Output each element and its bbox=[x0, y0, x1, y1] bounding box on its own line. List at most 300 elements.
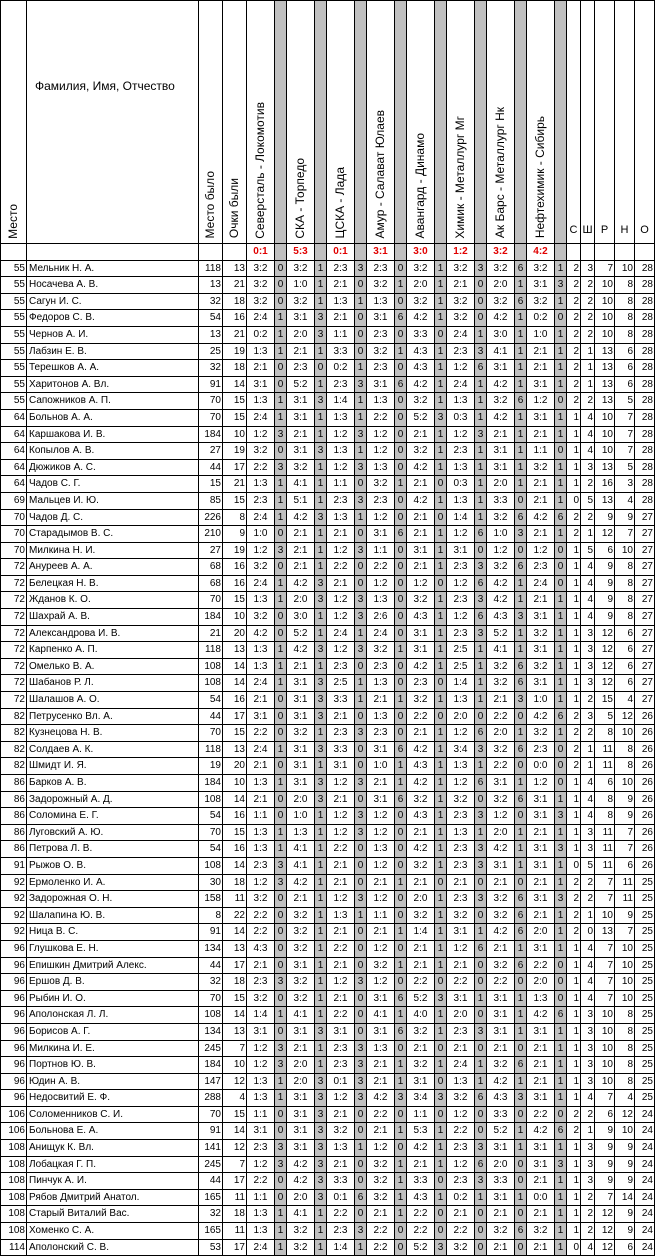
table-cell: 2:0 bbox=[447, 708, 475, 725]
table-cell: 1:3 bbox=[247, 642, 275, 659]
table-cell: 1 bbox=[435, 775, 447, 792]
table-cell: 8 bbox=[615, 1023, 635, 1040]
table-cell: 9 bbox=[595, 1123, 615, 1140]
table-row bbox=[1, 1140, 655, 1157]
table-cell: 3:2 bbox=[527, 260, 555, 277]
table-cell: 3:3 bbox=[487, 1106, 515, 1123]
table-cell: 10 bbox=[595, 907, 615, 924]
table-cell: 1 bbox=[355, 409, 367, 426]
table-cell: 1 bbox=[555, 526, 567, 543]
table-cell: 72 bbox=[1, 675, 27, 692]
table-cell: 1 bbox=[555, 1223, 567, 1240]
table-cell: 3:1 bbox=[447, 990, 475, 1007]
table-cell: 0 bbox=[395, 1140, 407, 1157]
table-cell: 2:2 bbox=[527, 1106, 555, 1123]
table-cell: 2:1 bbox=[527, 874, 555, 891]
table-cell: 1 bbox=[567, 1040, 581, 1057]
table-cell: 3 bbox=[355, 492, 367, 509]
table-cell: 2:2 bbox=[247, 924, 275, 941]
table-cell: 1 bbox=[275, 675, 287, 692]
table-cell: 15 bbox=[595, 692, 615, 709]
table-cell: 2:2 bbox=[247, 907, 275, 924]
table-cell: 1:2 bbox=[367, 974, 395, 991]
table-cell: 1 bbox=[435, 957, 447, 974]
table-cell: 3 bbox=[315, 791, 327, 808]
header-gap bbox=[555, 1, 567, 244]
table-cell: 3 bbox=[581, 675, 595, 692]
table-cell: 0 bbox=[475, 708, 487, 725]
table-cell: 26 bbox=[635, 808, 655, 825]
table-cell: 1:3 bbox=[327, 293, 355, 310]
result-7: 3:2 bbox=[487, 244, 515, 261]
table-row bbox=[1, 874, 655, 891]
table-cell: 2:0 bbox=[287, 326, 315, 343]
table-cell: 3:2 bbox=[247, 609, 275, 626]
table-cell: 165 bbox=[199, 1223, 223, 1240]
table-cell: 4:0 bbox=[407, 1007, 435, 1024]
table-cell: 96 bbox=[1, 1007, 27, 1024]
table-cell: 70 bbox=[199, 1106, 223, 1123]
table-row bbox=[1, 260, 655, 277]
table-cell: 2 bbox=[581, 725, 595, 742]
table-cell: 1:2 bbox=[367, 1140, 395, 1157]
table-cell: 0 bbox=[275, 907, 287, 924]
table-cell: 245 bbox=[199, 1040, 223, 1057]
header-name: Фамилия, Имя, Отчество bbox=[27, 1, 199, 244]
table-row bbox=[1, 492, 655, 509]
table-cell: 2:0 bbox=[407, 277, 435, 294]
table-cell: 2:4 bbox=[327, 625, 355, 642]
table-cell: 1 bbox=[555, 1040, 567, 1057]
header-gap bbox=[275, 1, 287, 244]
table-cell: 3:1 bbox=[487, 1007, 515, 1024]
table-cell: 3:1 bbox=[247, 708, 275, 725]
table-cell: 6 bbox=[515, 393, 527, 410]
table-cell: 4 bbox=[581, 592, 595, 609]
table-cell: 1:2 bbox=[527, 775, 555, 792]
table-cell: 0 bbox=[355, 741, 367, 758]
table-cell: 3:2 bbox=[407, 692, 435, 709]
table-cell: 55 bbox=[1, 277, 27, 294]
table-cell: 3:1 bbox=[287, 409, 315, 426]
table-cell: 7 bbox=[615, 841, 635, 858]
table-cell: 6 bbox=[595, 1106, 615, 1123]
table-cell: 1 bbox=[567, 1156, 581, 1173]
table-cell: 0 bbox=[435, 476, 447, 493]
table-cell: 2 bbox=[567, 1106, 581, 1123]
table-cell: 2 bbox=[567, 526, 581, 543]
table-cell: 6 bbox=[395, 1023, 407, 1040]
table-cell: 1 bbox=[315, 1057, 327, 1074]
table-cell: 1 bbox=[395, 692, 407, 709]
table-cell: 1 bbox=[555, 609, 567, 626]
table-cell: 1 bbox=[275, 741, 287, 758]
table-cell: 3:1 bbox=[407, 625, 435, 642]
table-cell: 92 bbox=[1, 874, 27, 891]
table-cell: 1:3 bbox=[447, 1073, 475, 1090]
table-cell: 28 bbox=[635, 326, 655, 343]
table-cell: 6 bbox=[615, 642, 635, 659]
table-cell: 10 bbox=[223, 775, 247, 792]
table-cell: 0 bbox=[475, 293, 487, 310]
table-cell: 0 bbox=[275, 758, 287, 775]
table-cell: 4 bbox=[581, 409, 595, 426]
table-cell: 0 bbox=[567, 492, 581, 509]
table-cell: 3 bbox=[315, 1090, 327, 1107]
participant-name: Портнов Ю. В. bbox=[27, 1057, 199, 1074]
table-cell: 68 bbox=[199, 575, 223, 592]
table-cell: 3 bbox=[355, 459, 367, 476]
table-cell: 2:1 bbox=[407, 509, 435, 526]
table-cell: 3:2 bbox=[287, 260, 315, 277]
participant-name: Чадов С. Г. bbox=[27, 476, 199, 493]
table-cell: 8 bbox=[595, 725, 615, 742]
participant-name: Аполонская Л. Л. bbox=[27, 1007, 199, 1024]
table-cell: 2:1 bbox=[367, 924, 395, 941]
result-8: 4:2 bbox=[527, 244, 555, 261]
table-cell: 1:2 bbox=[327, 542, 355, 559]
table-cell: 4:2 bbox=[247, 625, 275, 642]
table-cell: 4:2 bbox=[287, 1156, 315, 1173]
participant-name: Борисов А. Г. bbox=[27, 1023, 199, 1040]
table-cell: 2:4 bbox=[247, 509, 275, 526]
table-cell: 8 bbox=[615, 741, 635, 758]
participant-name: Соломина Е. Г. bbox=[27, 808, 199, 825]
table-cell: 1 bbox=[567, 1023, 581, 1040]
table-cell: 1 bbox=[515, 857, 527, 874]
table-cell: 3 bbox=[475, 343, 487, 360]
table-cell: 2 bbox=[567, 725, 581, 742]
result-5: 3:0 bbox=[407, 244, 435, 261]
table-cell: 1 bbox=[515, 376, 527, 393]
table-cell: 55 bbox=[1, 260, 27, 277]
table-row bbox=[1, 1156, 655, 1173]
table-cell: 3 bbox=[395, 1090, 407, 1107]
table-cell: 3 bbox=[275, 1156, 287, 1173]
table-cell: 0 bbox=[275, 692, 287, 709]
table-cell: 11 bbox=[223, 1223, 247, 1240]
table-cell: 3 bbox=[581, 708, 595, 725]
table-row bbox=[1, 459, 655, 476]
table-cell: 1 bbox=[475, 642, 487, 659]
table-cell: 1:3 bbox=[447, 758, 475, 775]
table-cell: 8 bbox=[595, 808, 615, 825]
table-cell: 1 bbox=[515, 1189, 527, 1206]
table-cell: 3:1 bbox=[447, 542, 475, 559]
table-cell: 1 bbox=[567, 542, 581, 559]
table-cell: 1:2 bbox=[367, 824, 395, 841]
participant-name: Петрусенко Вл. А. bbox=[27, 708, 199, 725]
table-cell: 3:1 bbox=[287, 708, 315, 725]
table-cell: 0 bbox=[395, 409, 407, 426]
table-cell: 2:2 bbox=[247, 1173, 275, 1190]
table-cell: 13 bbox=[223, 642, 247, 659]
table-cell: 2:1 bbox=[247, 957, 275, 974]
table-cell: 2:1 bbox=[527, 526, 555, 543]
table-cell: 3 bbox=[475, 625, 487, 642]
table-cell: 2:3 bbox=[247, 492, 275, 509]
participant-name: Юдин А. В. bbox=[27, 1073, 199, 1090]
table-cell: 1 bbox=[435, 526, 447, 543]
table-cell: 3:1 bbox=[527, 841, 555, 858]
participant-name: Хоменко С. А. bbox=[27, 1223, 199, 1240]
table-cell: 1 bbox=[567, 575, 581, 592]
table-cell: 4 bbox=[615, 492, 635, 509]
table-cell: 3:1 bbox=[487, 775, 515, 792]
table-cell: 0 bbox=[275, 990, 287, 1007]
table-cell: 12 bbox=[595, 625, 615, 642]
table-cell: 3:1 bbox=[527, 277, 555, 294]
table-cell: 2:3 bbox=[327, 376, 355, 393]
table-cell: 1:1 bbox=[527, 443, 555, 460]
table-cell: 9 bbox=[615, 1140, 635, 1157]
table-cell: 1 bbox=[275, 1239, 287, 1256]
table-cell: 1 bbox=[355, 443, 367, 460]
table-cell: 10 bbox=[615, 775, 635, 792]
table-cell: 9 bbox=[615, 907, 635, 924]
table-cell: 1 bbox=[435, 940, 447, 957]
table-cell: 6 bbox=[515, 741, 527, 758]
table-cell: 2:3 bbox=[447, 891, 475, 908]
table-cell: 72 bbox=[1, 658, 27, 675]
table-cell: 2:1 bbox=[487, 940, 515, 957]
table-cell: 0 bbox=[555, 990, 567, 1007]
table-cell: 17 bbox=[223, 1173, 247, 1190]
table-cell: 1 bbox=[555, 642, 567, 659]
table-cell: 55 bbox=[1, 393, 27, 410]
table-cell: 3:1 bbox=[527, 808, 555, 825]
table-cell: 108 bbox=[199, 675, 223, 692]
table-cell: 2:0 bbox=[287, 1073, 315, 1090]
table-cell: 1 bbox=[315, 409, 327, 426]
table-cell: 0 bbox=[395, 1106, 407, 1123]
table-cell: 2:1 bbox=[367, 874, 395, 891]
table-cell: 1 bbox=[395, 1156, 407, 1173]
table-cell: 3 bbox=[315, 326, 327, 343]
table-cell: 0 bbox=[275, 293, 287, 310]
table-cell: 6 bbox=[475, 775, 487, 792]
table-cell: 4:3 bbox=[407, 808, 435, 825]
table-cell: 3 bbox=[355, 1040, 367, 1057]
table-cell: 0 bbox=[395, 326, 407, 343]
table-cell: 0 bbox=[515, 1206, 527, 1223]
table-cell: 4:3 bbox=[487, 1090, 515, 1107]
table-cell: 7 bbox=[595, 874, 615, 891]
table-cell: 3 bbox=[275, 1140, 287, 1157]
table-cell: 2 bbox=[567, 260, 581, 277]
table-cell: 3:1 bbox=[287, 1123, 315, 1140]
table-cell: 13 bbox=[595, 924, 615, 941]
table-cell: 70 bbox=[199, 409, 223, 426]
table-cell: 5 bbox=[615, 393, 635, 410]
table-cell: 12 bbox=[595, 1239, 615, 1256]
table-cell: 4:2 bbox=[487, 592, 515, 609]
table-cell: 1:0 bbox=[527, 326, 555, 343]
participant-name: Шахрай А. В. bbox=[27, 609, 199, 626]
table-cell: 18 bbox=[223, 1206, 247, 1223]
table-cell: 3 bbox=[615, 476, 635, 493]
table-cell: 2:0 bbox=[487, 725, 515, 742]
table-cell: 0 bbox=[475, 277, 487, 294]
table-cell: 0 bbox=[395, 658, 407, 675]
table-cell: 0 bbox=[275, 376, 287, 393]
table-cell: 3 bbox=[315, 642, 327, 659]
table-cell: 2 bbox=[581, 891, 595, 908]
table-cell: 2:2 bbox=[447, 1123, 475, 1140]
table-cell: 0 bbox=[515, 492, 527, 509]
table-cell: 4:2 bbox=[527, 708, 555, 725]
table-row bbox=[1, 1057, 655, 1074]
table-cell: 2:2 bbox=[367, 409, 395, 426]
table-cell: 3 bbox=[355, 542, 367, 559]
table-cell: 4:3 bbox=[487, 609, 515, 626]
table-row bbox=[1, 343, 655, 360]
table-cell: 3:1 bbox=[527, 857, 555, 874]
table-cell: 0 bbox=[435, 675, 447, 692]
table-cell: 2:1 bbox=[407, 1040, 435, 1057]
table-cell: 1:2 bbox=[367, 509, 395, 526]
participant-name: Шалашов А. О. bbox=[27, 692, 199, 709]
table-cell: 12 bbox=[595, 526, 615, 543]
table-cell: 3:2 bbox=[407, 293, 435, 310]
table-cell: 3:2 bbox=[527, 293, 555, 310]
table-cell: 6 bbox=[615, 625, 635, 642]
table-cell: 3 bbox=[315, 393, 327, 410]
table-cell: 1:2 bbox=[487, 808, 515, 825]
table-cell: 10 bbox=[615, 725, 635, 742]
table-cell: 3 bbox=[475, 559, 487, 576]
table-cell: 2:2 bbox=[367, 1223, 395, 1240]
table-cell: 1 bbox=[435, 492, 447, 509]
participant-name: Ница В. С. bbox=[27, 924, 199, 941]
table-cell: 7 bbox=[615, 924, 635, 941]
table-cell: 6 bbox=[595, 542, 615, 559]
participant-name: Белецкая Н. В. bbox=[27, 575, 199, 592]
result-3: 0:1 bbox=[327, 244, 355, 261]
table-cell: 2:1 bbox=[327, 708, 355, 725]
table-cell: 0 bbox=[435, 974, 447, 991]
table-cell: 1 bbox=[515, 476, 527, 493]
table-cell: 1 bbox=[275, 492, 287, 509]
table-cell: 1 bbox=[275, 476, 287, 493]
table-cell: 3 bbox=[581, 1057, 595, 1074]
table-cell: 0 bbox=[475, 1106, 487, 1123]
table-cell: 15 bbox=[223, 1106, 247, 1123]
table-cell: 86 bbox=[1, 791, 27, 808]
table-cell: 70 bbox=[1, 526, 27, 543]
table-cell: 7 bbox=[615, 426, 635, 443]
participant-name: Старадымов В. С. bbox=[27, 526, 199, 543]
table-cell: 1:3 bbox=[367, 708, 395, 725]
table-cell: 3:1 bbox=[247, 1123, 275, 1140]
table-cell: 3:1 bbox=[487, 443, 515, 460]
table-cell: 28 bbox=[635, 393, 655, 410]
table-cell: 0 bbox=[355, 559, 367, 576]
table-cell: 1 bbox=[315, 376, 327, 393]
table-cell: 1 bbox=[555, 1189, 567, 1206]
table-cell: 96 bbox=[1, 1057, 27, 1074]
table-cell: 82 bbox=[1, 758, 27, 775]
table-row bbox=[1, 409, 655, 426]
table-cell: 10 bbox=[595, 310, 615, 327]
table-cell: 1 bbox=[435, 1123, 447, 1140]
table-cell: 0 bbox=[515, 808, 527, 825]
table-cell: 28 bbox=[635, 260, 655, 277]
table-cell: 0 bbox=[555, 393, 567, 410]
table-cell: 2:1 bbox=[407, 426, 435, 443]
table-cell: 7 bbox=[615, 409, 635, 426]
table-cell: 3 bbox=[555, 277, 567, 294]
table-cell: 0 bbox=[475, 791, 487, 808]
table-cell: 106 bbox=[1, 1123, 27, 1140]
table-cell: 6 bbox=[355, 1189, 367, 1206]
table-row bbox=[1, 692, 655, 709]
table-cell: 1:0 bbox=[527, 692, 555, 709]
table-cell: 91 bbox=[199, 376, 223, 393]
table-cell: 1 bbox=[555, 1206, 567, 1223]
table-cell: 0:1 bbox=[327, 1189, 355, 1206]
table-cell: 1:0 bbox=[287, 808, 315, 825]
table-cell: 5:2 bbox=[407, 409, 435, 426]
table-cell: 2:0 bbox=[527, 974, 555, 991]
table-cell: 10 bbox=[595, 1073, 615, 1090]
table-cell: 13 bbox=[595, 360, 615, 377]
table-cell: 0:3 bbox=[447, 476, 475, 493]
table-cell: 2:1 bbox=[527, 1206, 555, 1223]
table-cell: 1 bbox=[567, 974, 581, 991]
table-cell: 2:1 bbox=[407, 559, 435, 576]
table-row bbox=[1, 509, 655, 526]
table-cell: 2:0 bbox=[487, 476, 515, 493]
table-cell: 3:2 bbox=[407, 592, 435, 609]
table-cell: 1 bbox=[581, 376, 595, 393]
table-cell: 24 bbox=[635, 1156, 655, 1173]
table-cell: 4:3 bbox=[407, 1189, 435, 1206]
table-cell: 1 bbox=[315, 476, 327, 493]
table-cell: 0 bbox=[275, 1123, 287, 1140]
table-cell: 3:1 bbox=[287, 957, 315, 974]
table-cell: 1 bbox=[355, 1239, 367, 1256]
table-cell: 1 bbox=[355, 393, 367, 410]
table-cell: 0 bbox=[355, 990, 367, 1007]
table-cell: 4 bbox=[581, 974, 595, 991]
table-cell: 55 bbox=[1, 343, 27, 360]
table-cell: 3:1 bbox=[487, 1023, 515, 1040]
table-cell: 4 bbox=[581, 1239, 595, 1256]
table-cell: 1:2 bbox=[527, 393, 555, 410]
table-cell: 25 bbox=[635, 1040, 655, 1057]
table-cell: 2:1 bbox=[367, 1123, 395, 1140]
table-cell: 1 bbox=[581, 907, 595, 924]
table-cell: 1 bbox=[395, 775, 407, 792]
participant-name: Милкина И. Е. bbox=[27, 1040, 199, 1057]
table-cell: 1 bbox=[315, 841, 327, 858]
table-cell: 0 bbox=[395, 542, 407, 559]
table-cell: 70 bbox=[199, 990, 223, 1007]
table-cell: 10 bbox=[595, 426, 615, 443]
table-cell: 24 bbox=[635, 1106, 655, 1123]
table-cell: 1 bbox=[515, 775, 527, 792]
table-row bbox=[1, 592, 655, 609]
table-cell: 72 bbox=[1, 642, 27, 659]
table-cell: 15 bbox=[223, 725, 247, 742]
table-cell: 8 bbox=[615, 1007, 635, 1024]
header-gap bbox=[515, 1, 527, 244]
table-cell: 15 bbox=[223, 393, 247, 410]
table-cell: 2:1 bbox=[327, 575, 355, 592]
table-cell: 1 bbox=[315, 426, 327, 443]
table-cell: 108 bbox=[199, 1007, 223, 1024]
